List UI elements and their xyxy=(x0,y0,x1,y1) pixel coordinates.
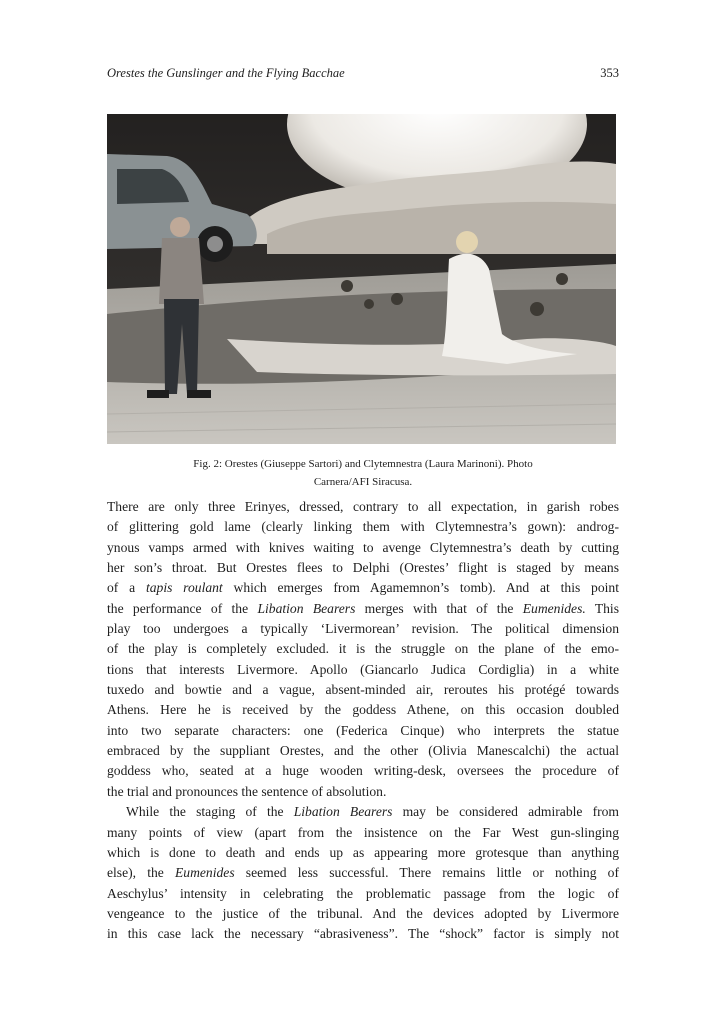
running-head xyxy=(107,66,619,84)
text-line: in this case lack the necessary “abrasiveness”. The “shock” factor is simply not xyxy=(107,926,619,942)
running-head-title: Orestes the Gunslinger and the Flying Bacchae xyxy=(107,66,345,80)
text-run: seemed less successful. There remains little or nothing of xyxy=(234,865,620,881)
text-run: the performance of the xyxy=(107,600,258,616)
text-line: the trial and pronounces the sentence of absolution. xyxy=(107,783,387,799)
italic-title: Libation Bearers xyxy=(257,600,356,616)
text-run: of a xyxy=(107,580,146,596)
paragraph xyxy=(107,497,619,802)
text-line: her son’s throat. But Orestes flees to Delphi (Orestes’ flight is staged by means xyxy=(107,560,619,576)
text-line: play too undergoes a typically ‘Livermorean’ revision. The political dimension xyxy=(107,621,619,637)
page-number: 353 xyxy=(600,66,619,80)
text-line xyxy=(107,599,619,619)
text-line: Athens. Here he is received by the goddess Athene, on this occasion doubled xyxy=(107,702,619,718)
stage-photo-image xyxy=(107,114,616,444)
text-line: There are only three Erinyes, dressed, contrary to all expectation, in garish robes xyxy=(107,499,619,514)
stage-photo xyxy=(107,114,616,444)
italic-title: Eumenides xyxy=(174,865,235,881)
text-run: which emerges from Agamemnon’s tomb). And at this point xyxy=(222,580,620,596)
figure-caption-line: Fig. 2: Orestes (Giuseppe Sartori) and Clytemnestra (Laura Marinoni). Photo xyxy=(193,458,533,470)
paragraph xyxy=(107,802,619,944)
text-run: While the staging of the xyxy=(126,804,294,820)
text-line xyxy=(107,802,619,822)
text-line: which is done to death and ends up as appearing more grotesque than anything xyxy=(107,844,619,860)
text-line xyxy=(107,578,619,598)
italic-term: tapis roulant xyxy=(145,580,223,596)
text-line: goddess who, seated at a huge wooden writing-desk, oversees the procedure of xyxy=(107,763,619,779)
text-run: This xyxy=(585,600,619,616)
text-line: tuxedo and bowtie and a vague, absent-minded air, reroutes his protégé towards xyxy=(107,682,619,698)
text-line: ynous vamps armed with knives waiting to avenge Clytemnestra’s death by cutting xyxy=(107,539,619,555)
text-line xyxy=(107,863,619,883)
text-line: into two separate characters: one (Federica Cinque) who interprets the statue xyxy=(107,722,619,738)
text-line: embraced by the suppliant Orestes, and the other (Olivia Manescalchi) the actual xyxy=(107,743,619,759)
text-run: merges with that of the xyxy=(355,600,523,616)
text-run: may be considered admirable from xyxy=(392,804,619,820)
text-line: Aeschylus’ intensity in celebrating the problematic passage from the logic of xyxy=(107,885,619,901)
text-line: of glittering gold lame (clearly linking them with Clytemnestra’s gown): androg- xyxy=(107,519,619,535)
figure-caption xyxy=(107,455,619,491)
text-line: vengeance to the justice of the tribunal. And the devices adopted by Livermore xyxy=(107,905,619,921)
text-line: many points of view (apart from the insistence on the Far West gun-slinging xyxy=(107,824,619,840)
italic-title: Eumenides. xyxy=(522,600,586,616)
text-run: else), the xyxy=(107,865,175,881)
text-line: tions that interests Livermore. Apollo (Giancarlo Judica Cordiglia) in a white xyxy=(107,661,619,677)
body-text xyxy=(107,497,619,945)
text-line: of the play is completely excluded. it is the struggle on the plane of the emo- xyxy=(107,641,619,657)
figure-caption-line: Carnera/AFI Siracusa. xyxy=(313,476,413,488)
italic-title: Libation Bearers xyxy=(293,804,393,820)
